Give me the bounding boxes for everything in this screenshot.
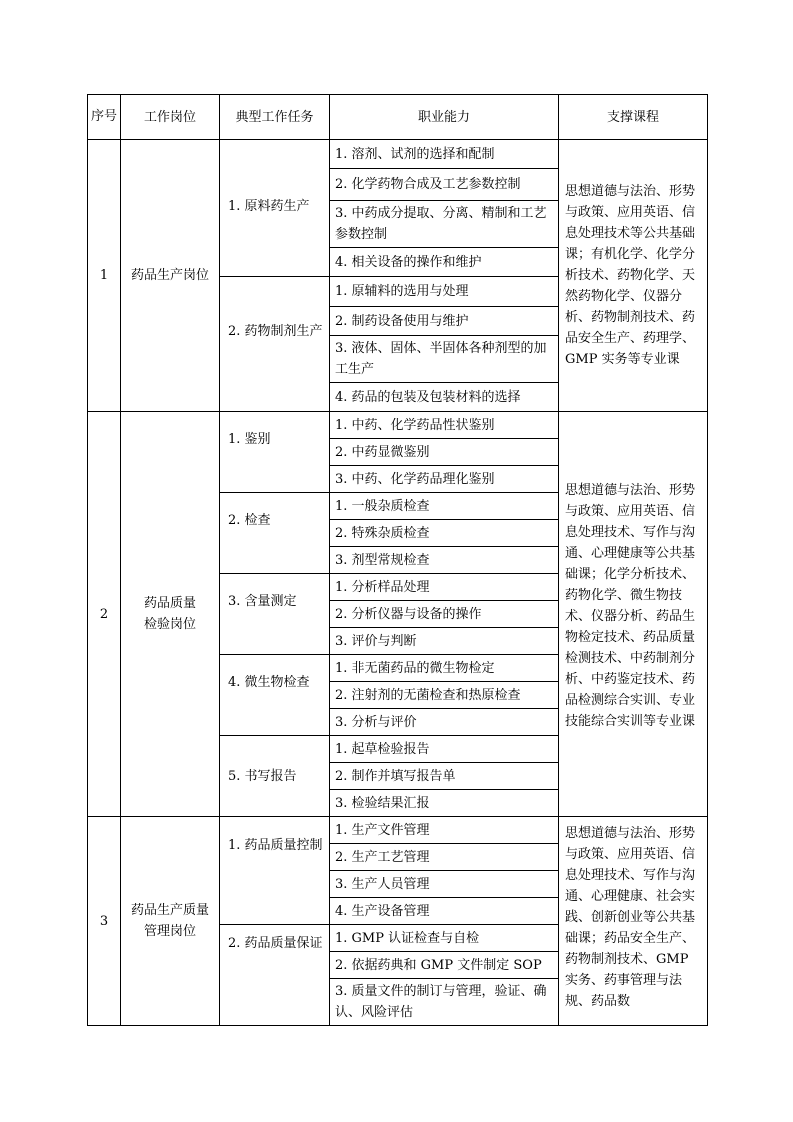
task-name: 2. 药品质量保证 <box>220 925 330 1026</box>
ability-item: 3. 液体、固体、半固体各种剂型的加工生产 <box>330 336 559 383</box>
table-row <box>88 412 708 439</box>
ability-item: 1. 一般杂质检查 <box>330 493 559 520</box>
ability-item: 3. 中药成分提取、分离、精制和工艺参数控制 <box>330 201 559 248</box>
ability-item: 1. 原辅料的选用与处理 <box>330 277 559 307</box>
header-ability: 职业能力 <box>330 95 559 140</box>
task-name: 3. 含量测定 <box>220 574 330 655</box>
course-list: 思想道德与法治、形势与政策、应用英语、信息处理技术、写作与沟通、心理健康等公共基础课；化学分析技术、药物化学、微生物技术、仪器分析、药品生物检定技术、药品质量检测技术、中药制剂分析、中药鉴定技术、药品检测综合实训、专业技能综合实训等专业课 <box>559 412 708 817</box>
job-ability-table <box>87 94 708 1026</box>
ability-item: 3. 分析与评价 <box>330 709 559 736</box>
task-name: 2. 检查 <box>220 493 330 574</box>
task-name: 4. 微生物检查 <box>220 655 330 736</box>
ability-item: 4. 生产设备管理 <box>330 898 559 925</box>
ability-item: 2. 中药显微鉴别 <box>330 439 559 466</box>
header-job: 工作岗位 <box>121 95 220 140</box>
ability-item: 2. 生产工艺管理 <box>330 844 559 871</box>
ability-item: 3. 生产人员管理 <box>330 871 559 898</box>
ability-item: 3. 评价与判断 <box>330 628 559 655</box>
row-number: 3 <box>88 817 121 1026</box>
ability-item: 2. 制作并填写报告单 <box>330 763 559 790</box>
task-name: 1. 原料药生产 <box>220 140 330 277</box>
job-title <box>121 817 220 1026</box>
ability-item: 2. 特殊杂质检查 <box>330 520 559 547</box>
ability-item: 1. 生产文件管理 <box>330 817 559 844</box>
ability-item: 1. 非无菌药品的微生物检定 <box>330 655 559 682</box>
task-name: 1. 鉴别 <box>220 412 330 493</box>
header-task: 典型工作任务 <box>220 95 330 140</box>
ability-item: 2. 分析仪器与设备的操作 <box>330 601 559 628</box>
ability-item: 2. 注射剂的无菌检查和热原检查 <box>330 682 559 709</box>
task-name: 2. 药物制剂生产 <box>220 277 330 412</box>
table-row <box>88 817 708 844</box>
ability-item: 2. 化学药物合成及工艺参数控制 <box>330 169 559 201</box>
job-title: 药品生产岗位 <box>121 140 220 412</box>
course-list: 思想道德与法治、形势与政策、应用英语、信息处理技术等公共基础课；有机化学、化学分析技术、药物化学、天然药物化学、仪器分析、药物制剂技术、药品安全生产、药理学、GMP 实务等专业课 <box>559 140 708 412</box>
header-no: 序号 <box>88 95 121 140</box>
table-header-row <box>88 95 708 140</box>
ability-item: 3. 剂型常规检查 <box>330 547 559 574</box>
course-list: 思想道德与法治、形势与政策、应用英语、信息处理技术、写作与沟通、心理健康、社会实践、创新创业等公共基础课；药品安全生产、药物制剂技术、GMP 实务、药事管理与法规、药品数 <box>559 817 708 1026</box>
header-course: 支撑课程 <box>559 95 708 140</box>
ability-item: 1. 中药、化学药品性状鉴别 <box>330 412 559 439</box>
row-number: 1 <box>88 140 121 412</box>
ability-item: 3. 中药、化学药品理化鉴别 <box>330 466 559 493</box>
job-title <box>121 412 220 817</box>
job-title-line: 药品生产质量 <box>130 903 209 918</box>
ability-item: 3. 质量文件的制订与管理，验证、确认、风险评估 <box>330 979 559 1026</box>
ability-item: 1. 起草检验报告 <box>330 736 559 763</box>
task-name: 5. 书写报告 <box>220 736 330 817</box>
table-row <box>88 140 708 169</box>
ability-item: 1. 溶剂、试剂的选择和配制 <box>330 140 559 169</box>
ability-item: 4. 相关设备的操作和维护 <box>330 248 559 277</box>
ability-item: 2. 制药设备使用与维护 <box>330 307 559 336</box>
task-name: 1. 药品质量控制 <box>220 817 330 925</box>
ability-item: 1. 分析样品处理 <box>330 574 559 601</box>
job-title-line: 管理岗位 <box>143 924 196 939</box>
job-title-line: 药品质量 <box>143 596 196 611</box>
ability-item: 1. GMP 认证检查与自检 <box>330 925 559 952</box>
job-title-line: 检验岗位 <box>143 617 196 632</box>
ability-item: 3. 检验结果汇报 <box>330 790 559 817</box>
row-number: 2 <box>88 412 121 817</box>
ability-item: 2. 依据药典和 GMP 文件制定 SOP <box>330 952 559 979</box>
ability-item: 4. 药品的包装及包装材料的选择 <box>330 383 559 412</box>
